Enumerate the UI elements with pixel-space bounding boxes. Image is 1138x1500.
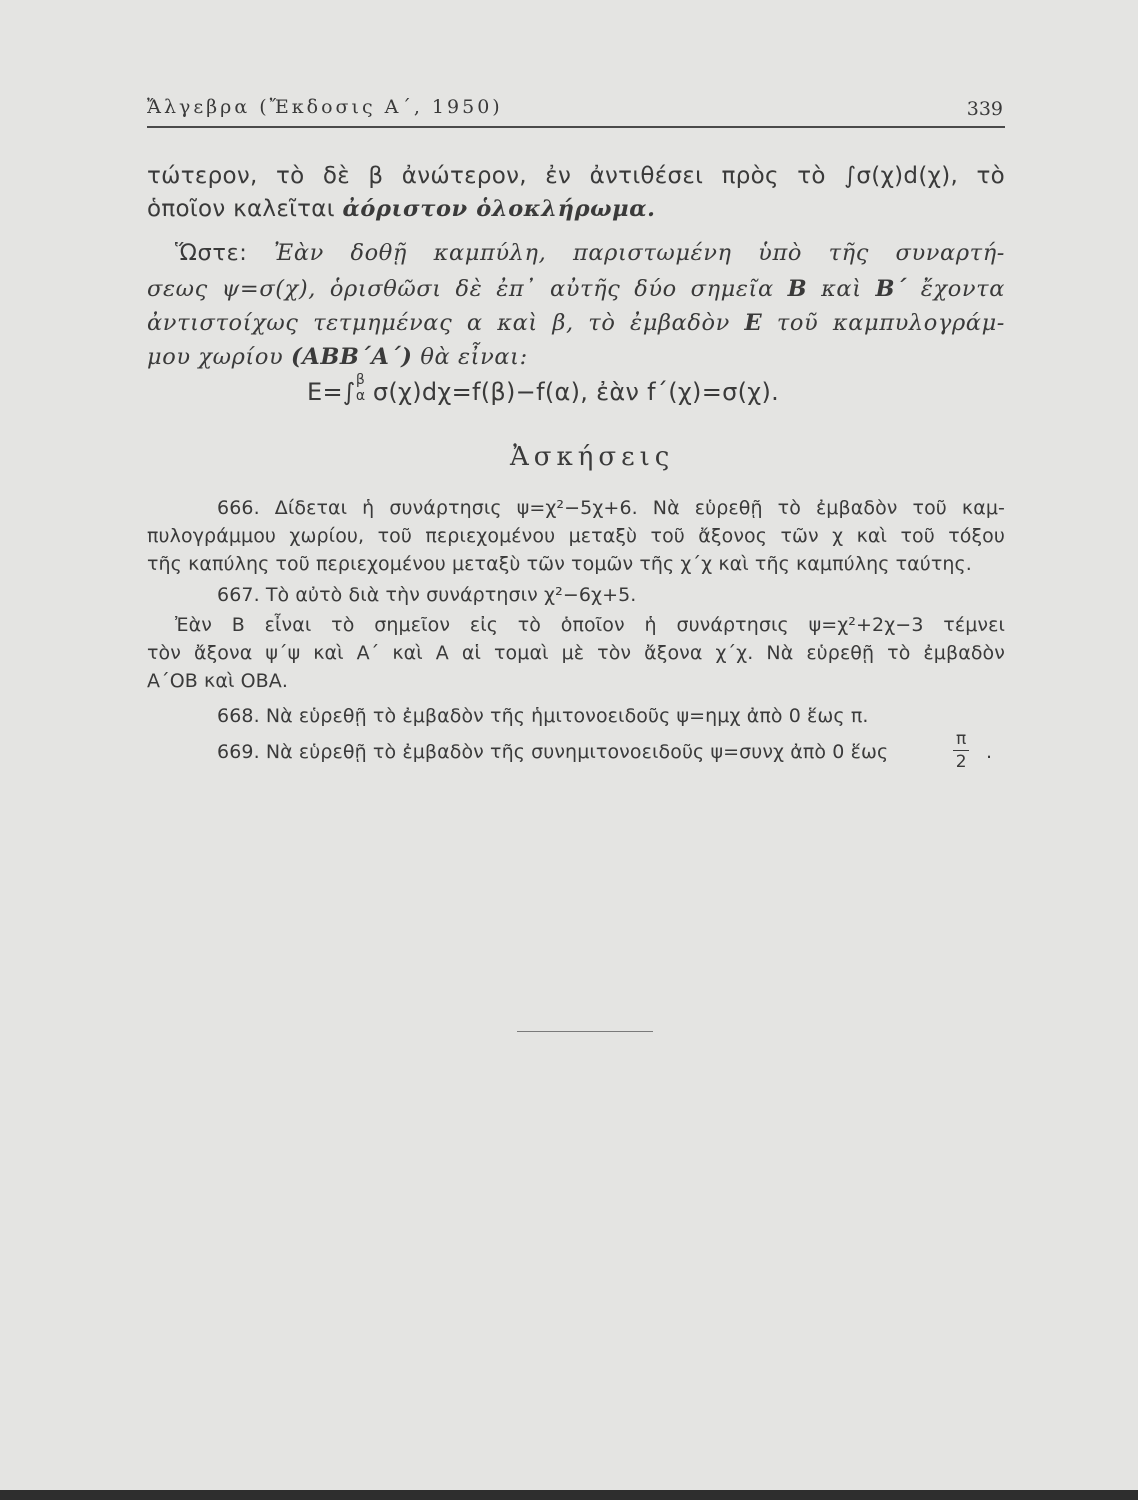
theorem-text: τοῦ καμπυλογράμ- <box>762 310 1005 336</box>
indefinite-integral: ∫σ(χ)d(χ), τὸ <box>844 163 1005 189</box>
section-heading: Ἀσκήσεις <box>510 442 675 472</box>
theorem-text: ἀντιστοίχως τετμημένας α καὶ β, τὸ ἐμβαδὸν <box>147 310 745 336</box>
exercise-666-line-3: τῆς καπύλης τοῦ περιεχομένου μεταξὺ τῶν τομῶν τῆς χ΄χ καὶ τῆς καμπύλης ταύτης. <box>147 553 972 575</box>
page-number: 339 <box>966 98 1003 120</box>
theorem-text: θὰ εἶναι: <box>412 344 528 370</box>
integral-sign: ∫ <box>342 378 356 406</box>
theorem-text: καὶ <box>807 276 876 302</box>
exercise-667-line-2: Ἐὰν Β εἶναι τὸ σημεῖον εἰς τὸ ὁποῖον ἡ συνάρτησις ψ=χ²+2χ−3 τέμνει <box>175 614 1005 636</box>
theorem-line-4 <box>147 344 528 370</box>
formula-lhs: Ε= <box>307 378 343 406</box>
exercise-669 <box>217 741 888 763</box>
theorem-text: Ἐὰν δοθῇ καμπύλη, παριστωμένη ὑπὸ τῆς συναρτή- <box>274 240 1005 266</box>
region-ABBA: (ΑΒΒ΄Α΄) <box>291 344 413 370</box>
exercise-669-period: . <box>986 741 993 763</box>
exercise-666-line-2: πυλογράμμου χωρίου, τοῦ περιεχομένου μεταξὺ τοῦ ἄξονος τῶν χ καὶ τοῦ τόξου <box>147 525 1005 547</box>
exercise-668: 668. Νὰ εὑρεθῇ τὸ ἐμβαδὸν τῆς ἡμιτονοειδοῦς ψ=ημχ ἀπὸ 0 ἕως π. <box>217 705 869 727</box>
fraction-numerator: π <box>953 729 969 751</box>
fraction-pi-over-2 <box>953 729 969 772</box>
intro-text: ὁποῖον καλεῖται <box>147 196 343 222</box>
upper-limit: β <box>355 372 366 388</box>
intro-line-2 <box>147 196 656 222</box>
area-E: Ε <box>744 310 763 336</box>
integral-with-limits <box>342 372 373 406</box>
theorem-text: σεως ψ=σ(χ), ὁρισθῶσι δὲ ἐπ᾽ αὐτῆς δύο σημεῖα <box>147 276 788 302</box>
intro-line-1 <box>147 163 1005 189</box>
running-header <box>147 92 1005 128</box>
theorem-line-2 <box>147 276 1005 302</box>
theorem-lead: Ὥστε: <box>175 240 275 266</box>
fraction-denominator: 2 <box>955 752 967 772</box>
exercise-667-line-3: τὸν ἄξονα ψ΄ψ καὶ Α΄ καὶ Α αἱ τομαὶ μὲ τὸν ἄξονα χ΄χ. Νὰ εὑρεθῇ τὸ ἐμβαδὸν <box>147 642 1005 664</box>
point-B: Β <box>787 276 808 302</box>
formula-rhs: σ(χ)dχ=f(β)−f(α), ἐὰν f΄(χ)=σ(χ). <box>372 378 780 406</box>
lower-limit: α <box>355 388 366 404</box>
scan-bottom-edge <box>0 1490 1138 1500</box>
point-B-prime: Β΄ <box>875 276 907 302</box>
header-title: Ἄλγεβρα (Ἔκδοσις Α΄, 1950) <box>147 96 503 118</box>
exercise-666-line-1: 666. Δίδεται ἡ συνάρτησις ψ=χ²−5χ+6. Νὰ εὑρεθῇ τὸ ἐμβαδὸν τοῦ καμ- <box>217 497 1005 519</box>
theorem-text: μου χωρίου <box>147 344 292 370</box>
exercise-669-text: 669. Νὰ εὑρεθῇ τὸ ἐμβαδὸν τῆς συνημιτονοειδοῦς ψ=συνχ ἀπὸ 0 ἕως <box>217 741 889 763</box>
theorem-text: ἔχοντα <box>906 276 1005 302</box>
definite-integral-formula <box>307 372 780 406</box>
exercise-667-line-4: Α΄ΟΒ καὶ ΟΒΑ. <box>147 670 289 692</box>
theorem-line-3 <box>147 310 1005 336</box>
intro-text: τώτερον, τὸ δὲ β ἀνώτερον, ἐν ἀντιθέσει πρὸς τὸ <box>147 163 845 189</box>
exercise-667-line-1: 667. Τὸ αὐτὸ διὰ τὴν συνάρτησιν χ²−6χ+5. <box>217 584 637 606</box>
end-divider <box>517 1031 653 1032</box>
theorem-line-1 <box>175 240 1005 266</box>
indefinite-integral-term: ἀόριστον ὁλοκλήρωμα. <box>342 196 656 222</box>
